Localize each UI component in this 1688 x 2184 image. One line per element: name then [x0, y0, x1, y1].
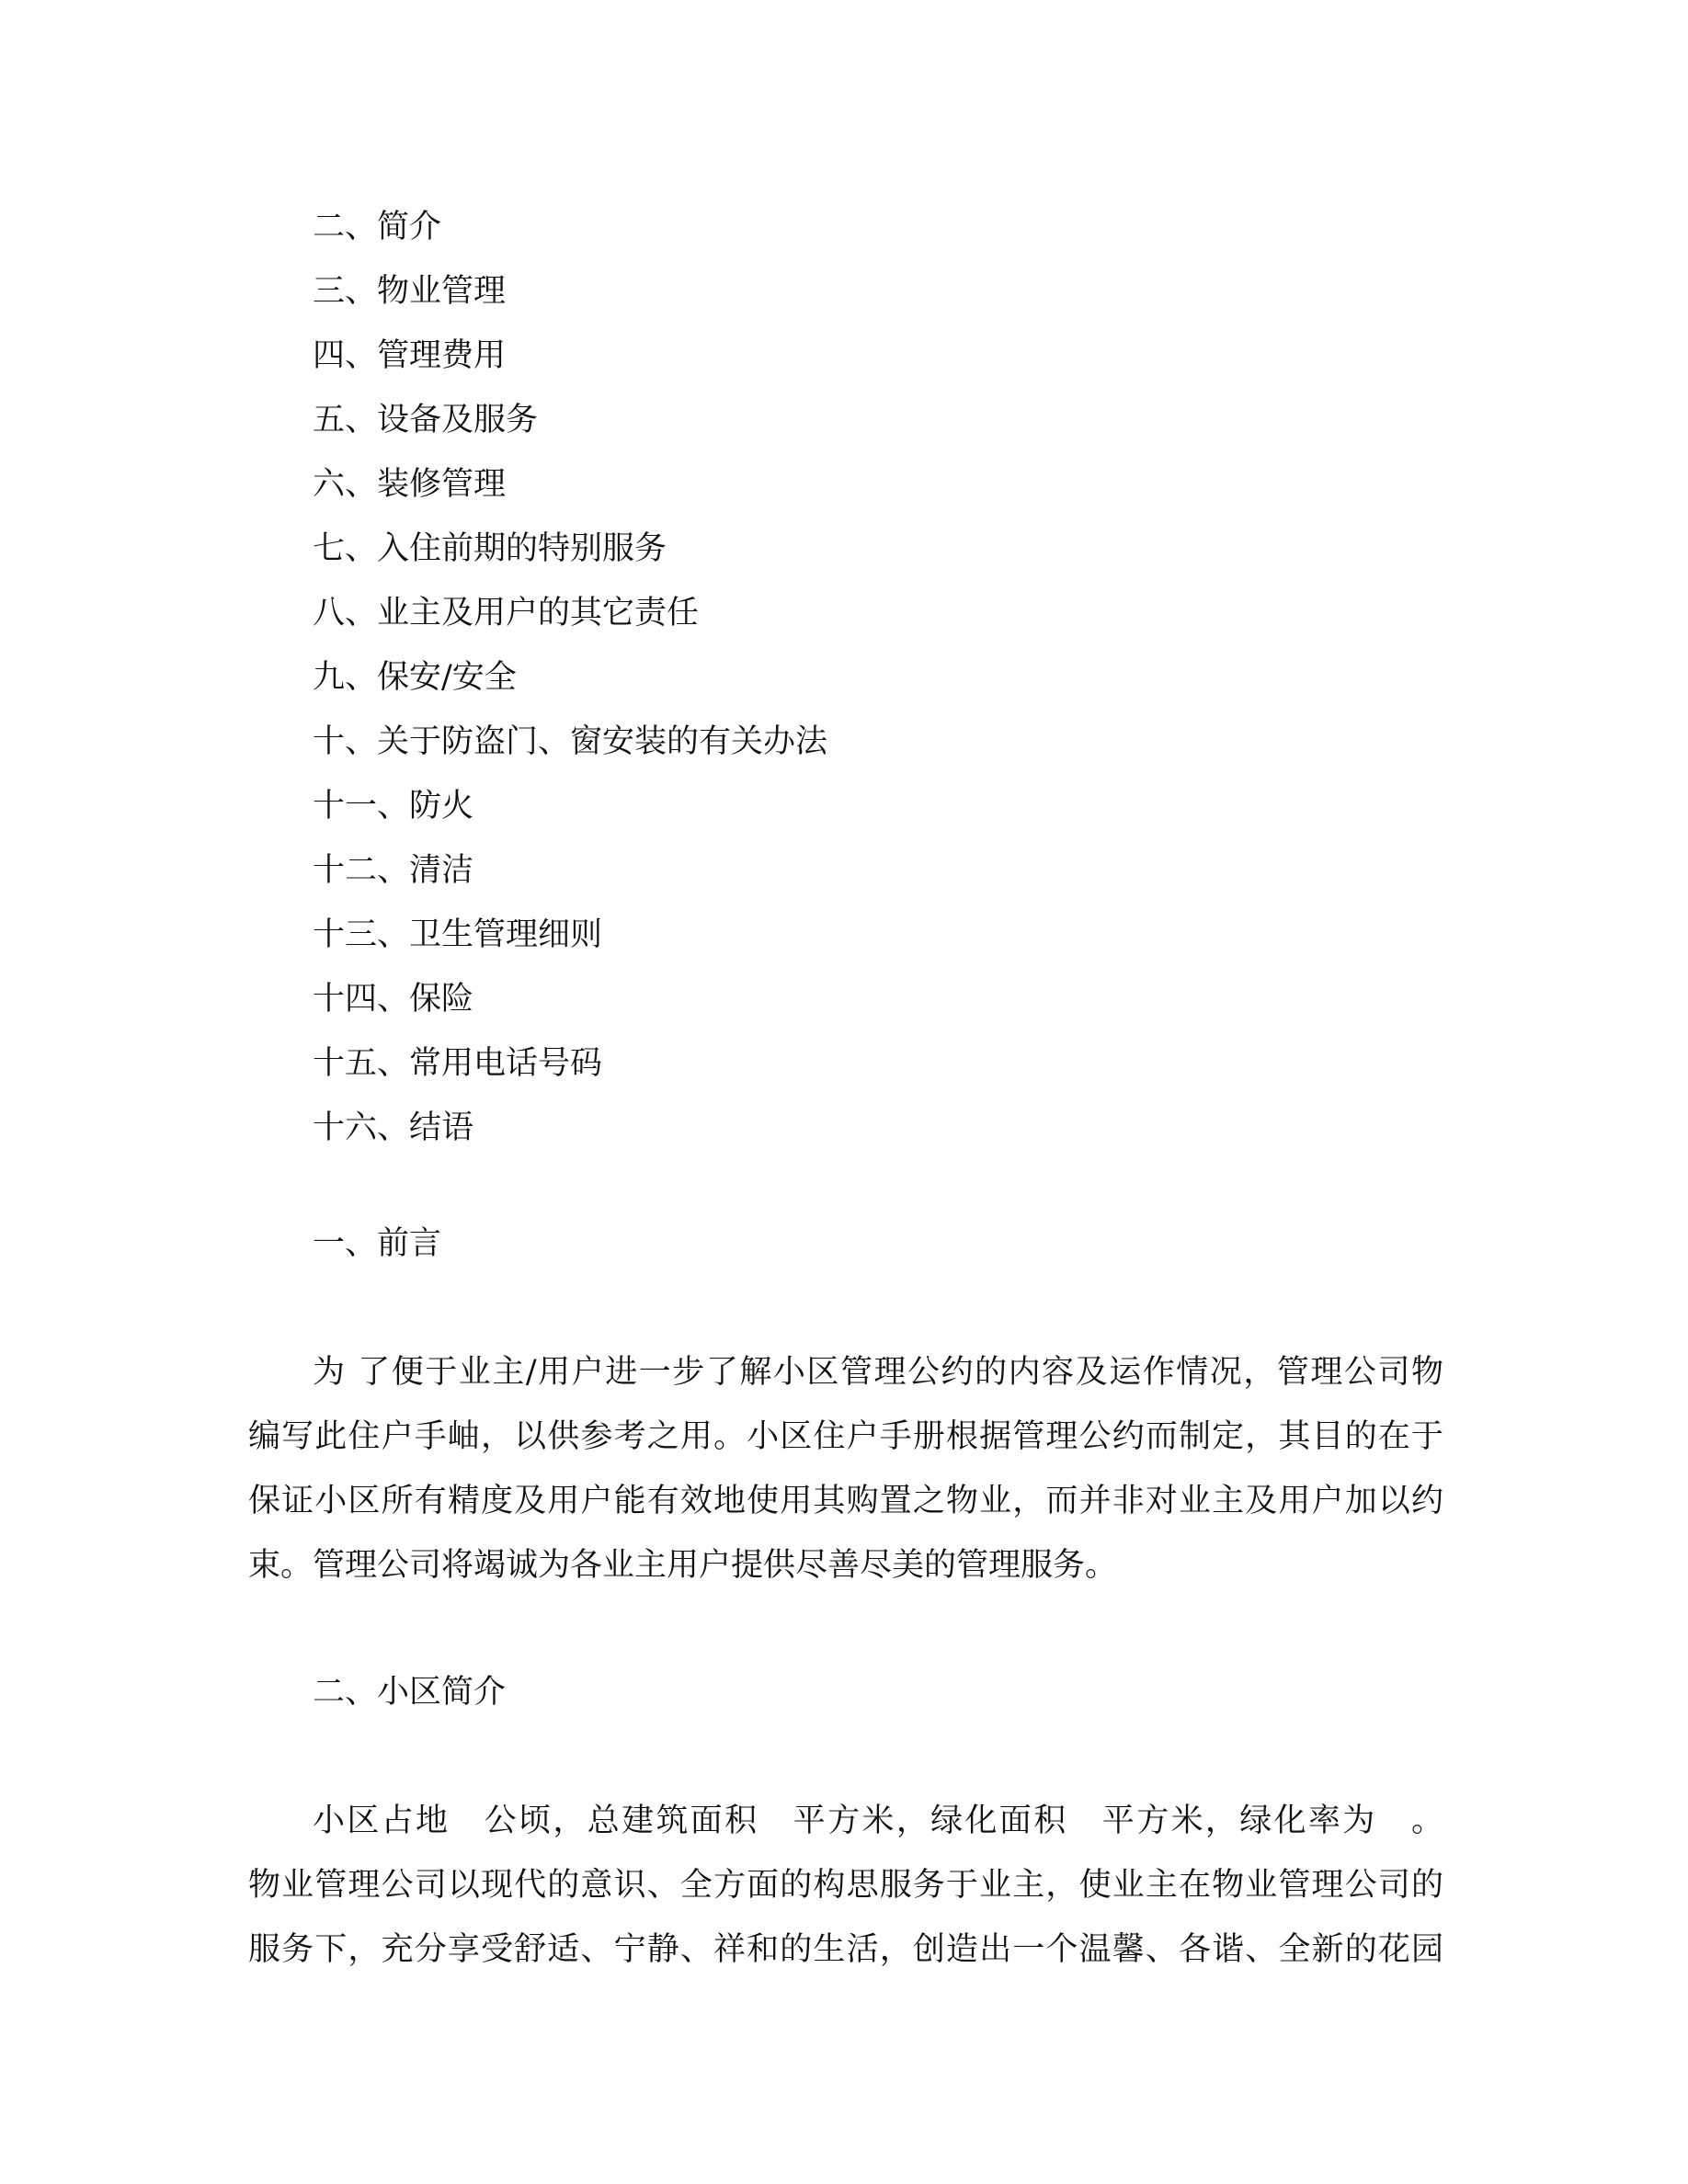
preface-paragraph: [248, 1340, 1443, 1598]
toc-item: 十四、保险: [313, 981, 474, 1018]
toc-item: 十三、卫生管理细则: [313, 916, 603, 953]
paragraph-line: 小区占地 公顷，总建筑面积 平方米，绿化面积 平方米，绿化率为 。: [313, 1803, 1443, 1839]
toc-item: 四、管理费用: [313, 337, 507, 374]
paragraph-line: 为 了便于业主/用户进一步了解小区管理公约的内容及运作情况，管理公司物: [313, 1354, 1443, 1391]
toc-item: 六、装修管理: [313, 466, 507, 503]
table-of-contents: [313, 195, 1462, 1160]
section-heading-intro: 二、小区简介: [313, 1674, 507, 1711]
toc-item: 八、业主及用户的其它责任: [313, 595, 700, 631]
paragraph-line: 保证小区所有精度及用户能有效地使用其购置之物业，而并非对业主及用户加以约: [248, 1483, 1443, 1519]
toc-item: 三、物业管理: [313, 273, 507, 310]
toc-item: 十一、防火: [313, 788, 474, 825]
toc-item: 五、设备及服务: [313, 402, 539, 438]
toc-item: 十五、常用电话号码: [313, 1045, 603, 1082]
toc-item: 二、简介: [313, 209, 442, 245]
toc-item: 十二、清洁: [313, 852, 474, 889]
intro-paragraph: [248, 1789, 1443, 1982]
toc-item: 七、入住前期的特别服务: [313, 530, 667, 567]
paragraph-line: 物业管理公司以现代的意识、全方面的构思服务于业主，使业主在物业管理公司的: [248, 1867, 1443, 1904]
paragraph-line: 服务下，充分享受舒适、宁静、祥和的生活，创造出一个温馨、各谐、全新的花园: [248, 1931, 1443, 1968]
toc-item: 十六、结语: [313, 1109, 474, 1146]
paragraph-line: 编写此住户手岫，以供参考之用。小区住户手册根据管理公约而制定，其目的在于: [248, 1418, 1443, 1455]
section-heading-preface: 一、前言: [313, 1225, 442, 1262]
paragraph-line: 束。管理公司将竭诚为各业主用户提供尽善尽美的管理服务。: [248, 1547, 1118, 1584]
toc-item: 九、保安/安全: [313, 659, 517, 696]
toc-item: 十、关于防盗门、窗安装的有关办法: [313, 723, 828, 760]
